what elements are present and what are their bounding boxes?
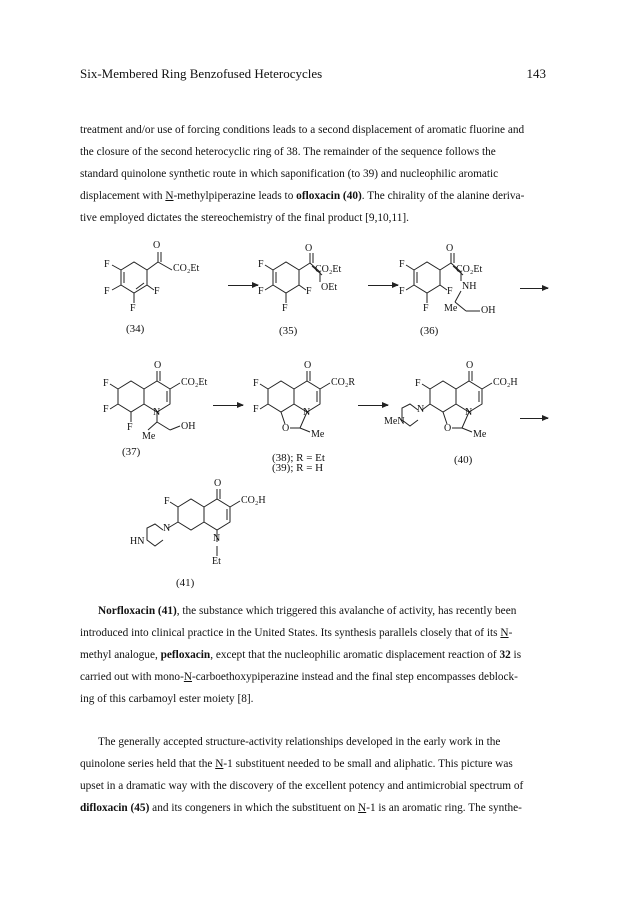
atom-label: O [154,360,162,371]
atom-label: F [127,422,133,433]
atom-label: F [447,286,453,297]
atom-label: O [446,243,454,254]
atom-label: F [164,496,170,507]
atom-label: N [153,407,161,418]
reaction-arrow [228,285,258,286]
atom-label: Me [444,303,458,314]
atom-label: F [253,378,259,389]
structure-34 [112,252,172,303]
atom-label: OH [481,305,496,316]
atom-label: Et [212,556,221,567]
structure-35 [265,253,322,303]
text-line: difloxacin (45) and its congeners in which the substituent on N-1 is an aromatic ring. The synthe- [80,802,522,814]
text-line: carried out with mono-N-carboethoxypiperazine instead and the final step encompasses deblock- [80,671,518,683]
atom-label: F [399,259,405,270]
atom-label: Me [142,431,156,442]
atom-label: N [465,407,473,418]
structure-38-39 [260,371,330,432]
atom-label: F [423,303,429,314]
atom-label: OEt [321,282,338,293]
atom-label: HN [130,536,145,547]
atom-label: F [104,259,110,270]
compound-label-34: (34) [126,323,145,335]
atom-label: CO₂R [331,377,356,388]
text-line: the closure of the second heterocyclic ring of 38. The remainder of the sequence follows the [80,146,496,158]
reaction-arrow [368,285,398,286]
atom-label: F [282,303,288,314]
text-line: tive employed dictates the stereochemistry of the final product [9,10,11]. [80,212,409,224]
atom-label: CO₂H [493,377,518,388]
atom-label: Me [311,429,325,440]
atom-label: MeN [384,416,405,427]
atom-label: CO₂Et [173,263,200,274]
atom-label: F [154,286,160,297]
compound-name-difloxacin: difloxacin (45) [80,802,150,814]
compound-label-39: (39); R = H [272,462,324,474]
atom-label: F [258,259,264,270]
reaction-arrow [520,418,548,419]
atom-label: O [466,360,474,371]
text-line: Norfloxacin (41), the substance which triggered this avalanche of activity, has recently been [98,605,517,617]
compound-label-36: (36) [420,325,439,337]
atom-label: F [103,404,109,415]
atom-label: O [282,423,290,434]
structure-37 [110,371,180,430]
atom-label: F [415,378,421,389]
text-line: quinolone series held that the N-1 substituent needed to be small and aliphatic. This picture was [80,758,513,770]
compound-label-41: (41) [176,577,195,589]
atom-label: N [213,533,221,544]
text-line: The generally accepted structure-activity relationships developed in the early work in the [98,736,501,748]
atom-label: O [305,243,313,254]
paragraph-2 [80,600,552,710]
atom-label: F [253,404,259,415]
text-line: methyl analogue, pefloxacin, except that the nucleophilic aromatic displacement reaction of 32 is [80,649,522,661]
text-line: treatment and/or use of forcing conditions leads to a second displacement of aromatic fluorine and [80,124,525,136]
atom-label: F [258,286,264,297]
text-line: introduced into clinical practice in the United States. Its synthesis parallels closely that of its N- [80,627,513,639]
atom-label: O [444,423,452,434]
running-head-title: Six-Membered Ring Benzofused Heterocycles [80,66,323,81]
atom-label: N [163,523,171,534]
atom-label: N [303,407,311,418]
atom-label: F [399,286,405,297]
text-line: ing of this carbamoyl ester moiety [8]. [80,693,254,705]
reaction-arrow [213,405,243,406]
structure-41 [147,489,240,556]
atom-label: CO₂Et [181,377,208,388]
atom-label: N [417,404,425,415]
atom-label: F [130,303,136,314]
compound-name-norfloxacin: Norfloxacin (41) [98,605,177,617]
atom-label: F [104,286,110,297]
atom-label: O [304,360,312,371]
compound-name-ofloxacin: ofloxacin (40) [296,190,362,202]
compound-label-38: (38); R = Et [272,452,325,464]
compound-label-35: (35) [279,325,298,337]
atom-label: CO₂Et [315,264,342,275]
text-line: standard quinolone synthetic route in which saponification (to 39) and nucleophilic aromatic [80,168,499,180]
reaction-arrow [358,405,388,406]
atom-label: CO₂Et [456,264,483,275]
atom-label: NH [462,281,477,292]
atom-label: O [153,240,161,251]
text-line: upset in a dramatic way with the discovery of the excellent potency and antimicrobial spectrum of [80,780,524,792]
compound-name-pefloxacin: pefloxacin [160,649,211,661]
atom-label: Me [473,429,487,440]
page-number: 143 [526,66,546,81]
compound-label-37: (37) [122,446,141,458]
atom-label: O [214,478,222,489]
compound-label-40: (40) [454,454,473,466]
atom-label: F [103,378,109,389]
reaction-arrow [520,288,548,289]
paragraph-3 [80,731,552,819]
text-line: displacement with N-methylpiperazine leads to ofloxacin (40). The chirality of the alanine deriva- [80,190,525,202]
atom-label: F [306,286,312,297]
atom-label: OH [181,421,196,432]
atom-label: CO₂H [241,495,266,506]
